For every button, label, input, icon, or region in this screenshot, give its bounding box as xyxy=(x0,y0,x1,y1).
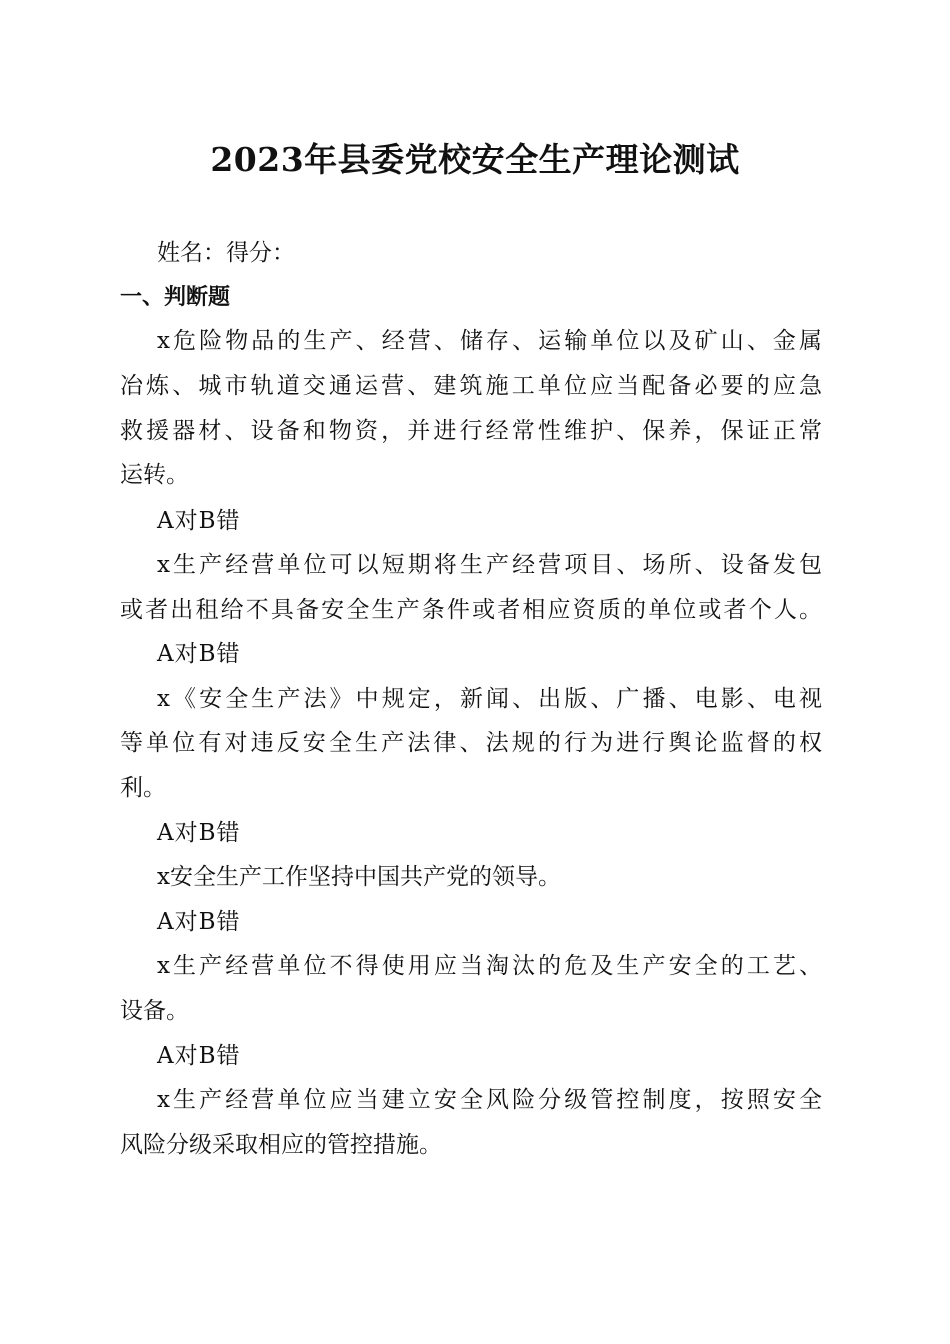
question-text-line: x生产经营单位不得使用应当淘汰的危及生产安全的工艺、 xyxy=(157,953,822,979)
question-text-line: 运转。 xyxy=(120,462,189,488)
answer-options: A对B错 xyxy=(157,508,241,534)
name-score-line: 姓名：得分： xyxy=(157,240,295,266)
question-text-line: x《安全生产法》中规定，新闻、出版、广播、电影、电视 xyxy=(157,686,822,712)
answer-options: A对B错 xyxy=(157,820,241,846)
question-text-line: 利。 xyxy=(120,775,166,801)
question-text-line: x生产经营单位可以短期将生产经营项目、场所、设备发包 xyxy=(157,552,822,578)
answer-options: A对B错 xyxy=(157,909,241,935)
question-text-line: 设备。 xyxy=(120,998,189,1024)
question-text-line: x危险物品的生产、经营、储存、运输单位以及矿山、金属 xyxy=(157,328,822,354)
page-title: 2023年县委党校安全生产理论测试 xyxy=(210,140,740,179)
question-text-line: x生产经营单位应当建立安全风险分级管控制度，按照安全 xyxy=(157,1087,822,1113)
question-text-line: x安全生产工作坚持中国共产党的领导。 xyxy=(157,864,561,890)
question-text-line: 冶炼、城市轨道交通运营、建筑施工单位应当配备必要的应急 xyxy=(120,373,822,399)
answer-options: A对B错 xyxy=(157,641,241,667)
question-text-line: 等单位有对违反安全生产法律、法规的行为进行舆论监督的权 xyxy=(120,730,822,756)
answer-options: A对B错 xyxy=(157,1043,241,1069)
section-title: 一、判断题 xyxy=(120,285,231,310)
question-text-line: 救援器材、设备和物资，并进行经常性维护、保养，保证正常 xyxy=(120,418,822,444)
question-text-line: 或者出租给不具备安全生产条件或者相应资质的单位或者个人。 xyxy=(120,597,822,623)
question-text-line: 风险分级采取相应的管控措施。 xyxy=(120,1132,442,1158)
